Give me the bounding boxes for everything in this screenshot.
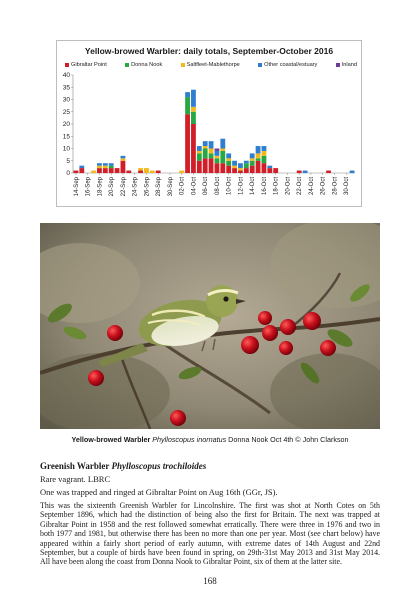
bar-segment-donna-nook [209,153,214,158]
legend-swatch [125,63,129,67]
bar-segment-saltfleet-mablethorpe [103,166,108,168]
bar-segment-other-coastal-estuary [303,171,308,173]
y-tick-label: 30 [62,96,70,104]
y-tick-label: 40 [62,72,70,79]
bar-segment-gibraltar-point [191,124,196,173]
legend-label: Saltfleet-Mablethorpe [186,62,240,68]
bar-segment-donna-nook [226,161,231,166]
bar-segment-gibraltar-point [115,168,120,173]
caption-species: Yellow-browed Warbler [71,435,151,444]
bar-segment-other-coastal-estuary [226,153,231,158]
bar-segment-saltfleet-mablethorpe [220,149,225,151]
bar-segment-gibraltar-point [238,171,243,173]
species-common-name: Greenish Warbler [40,461,110,471]
bar-segment-saltfleet-mablethorpe [191,107,196,112]
x-tick-label: 10-Oct [226,177,233,196]
x-tick-label: 14-Sep [73,177,80,197]
x-tick-label: 20-Sep [109,177,116,197]
bar-segment-gibraltar-point [215,163,220,173]
bar-segment-saltfleet-mablethorpe [144,168,149,173]
species-record: One was trapped and ringed at Gibraltar Point on Aug 16th (GGr, JS). [40,487,278,497]
bar-segment-gibraltar-point [185,114,190,173]
bar-segment-saltfleet-mablethorpe [256,153,261,158]
bar-segment-other-coastal-estuary [97,163,102,165]
bar-segment-other-coastal-estuary [267,166,272,168]
daily-totals-chart [56,40,362,207]
bar-segment-other-coastal-estuary [209,141,214,148]
bar-segment-gibraltar-point [273,168,278,173]
x-tick-label: 06-Oct [203,177,210,196]
bar-segment-saltfleet-mablethorpe [238,168,243,170]
bar-segment-saltfleet-mablethorpe [250,158,255,160]
x-tick-label: 18-Oct [273,177,280,196]
bar-segment-gibraltar-point [256,161,261,173]
legend-swatch [181,63,185,67]
legend-item-gibraltar-point [65,62,107,68]
x-tick-label: 24-Sep [132,177,139,197]
bar-segment-other-coastal-estuary [232,161,237,166]
bar-segment-other-coastal-estuary [121,156,126,158]
species-account: This was the sixteenth Greenish Warbler for Lincolnshire. The first was shot at North Cotes on 5th September 1896, which had the distinction of being also the first for Britain. The next was trapped at Gibraltar Point in 1958 and the rest followed somewhat erratically. There were three in 1976 and two in both 1977 and 1981, but otherwise there has been no more than one per year. Most (see chart below) have appeared within a fairly short period of early autumn, with extreme dates of 14th August and 22nd September, but a couple of birds have been found in spring, on 29th-31st May 2013 and 31st May 2014. All have been along the coast from Donna Nook to Gibraltar Point, six of them at the latter site. [40,501,380,567]
bar-segment-other-coastal-estuary [262,146,267,151]
caption-credit: Donna Nook Oct 4th © John Clarkson [226,435,349,444]
bar-segment-saltfleet-mablethorpe [121,158,126,160]
bar-segment-gibraltar-point [121,161,126,173]
bar-segment-saltfleet-mablethorpe [138,168,143,170]
bar-segment-donna-nook [109,166,114,168]
y-tick-label: 35 [62,84,70,92]
chart-legend [65,62,357,68]
x-tick-label: 28-Oct [332,177,339,196]
bar-segment-other-coastal-estuary [109,163,114,165]
bar-segment-donna-nook [220,151,225,163]
bar-segment-gibraltar-point [262,163,267,173]
bar-segment-donna-nook [215,158,220,163]
bar-segment-other-coastal-estuary [103,163,108,165]
bar-segment-other-coastal-estuary [215,151,220,156]
species-latin-name: Phylloscopus trochiloides [111,461,207,471]
x-tick-label: 26-Oct [320,177,327,196]
bar-segment-saltfleet-mablethorpe [215,156,220,158]
bar-segment-gibraltar-point [197,161,202,173]
bar-segment-inland [215,149,220,151]
bar-segment-other-coastal-estuary [197,146,202,151]
bar-segment-donna-nook [250,161,255,166]
bar-segment-saltfleet-mablethorpe [209,149,214,154]
bar-segment-saltfleet-mablethorpe [179,171,184,173]
bar-segment-saltfleet-mablethorpe [232,166,237,168]
legend-item-inland [336,62,357,68]
legend-label: Donna Nook [131,62,163,68]
legend-item-saltfleet-mablethorpe [181,62,240,68]
legend-swatch [336,63,340,67]
page-number: 168 [203,576,217,586]
bar-segment-donna-nook [191,112,196,124]
bar-segment-gibraltar-point [126,171,131,173]
caption-latin: Phylloscopus inornatus [152,435,227,444]
bar-segment-other-coastal-estuary [244,161,249,163]
bar-segment-gibraltar-point [74,171,79,173]
y-tick-label: 10 [62,145,70,153]
bar-segment-gibraltar-point [232,168,237,173]
x-tick-label: 26-Sep [144,177,151,197]
bar-segment-donna-nook [203,149,208,159]
x-tick-label: 20-Oct [285,177,292,196]
species-heading [40,461,206,471]
x-tick-label: 12-Oct [238,177,245,196]
bar-segment-other-coastal-estuary [256,146,261,153]
y-tick-label: 25 [62,108,70,116]
legend-label: Other coastal/estuary [264,62,318,68]
bar-segment-other-coastal-estuary [220,139,225,149]
chart-title: Yellow-browed Warbler: daily totals, September-October 2016 [84,46,334,56]
yellow-browed-warbler-photo [40,223,380,429]
y-tick-label: 0 [66,170,70,177]
bar-segment-gibraltar-point [109,168,114,173]
bar-segment-other-coastal-estuary [185,92,190,97]
bar-segment-gibraltar-point [97,168,102,173]
x-tick-label: 22-Oct [297,177,304,196]
y-tick-label: 15 [62,133,70,141]
x-tick-label: 16-Sep [85,177,92,197]
bar-segment-saltfleet-mablethorpe [262,151,267,156]
bar-segment-gibraltar-point [138,171,143,173]
bar-segment-gibraltar-point [267,168,272,173]
legend-label: Inland [341,62,357,68]
y-tick-label: 5 [66,157,70,165]
bar-segment-gibraltar-point [220,163,225,173]
bar-segment-donna-nook [197,153,202,160]
bar-segment-gibraltar-point [297,171,302,173]
bar-segment-gibraltar-point [244,168,249,173]
bar-segment-donna-nook [185,97,190,114]
bar-segment-other-coastal-estuary [350,171,355,173]
x-tick-label: 04-Oct [191,177,198,196]
bar-segment-saltfleet-mablethorpe [197,151,202,153]
bar-segment-donna-nook [256,158,261,160]
legend-swatch [65,63,69,67]
x-tick-label: 18-Sep [97,177,104,197]
x-tick-label: 02-Oct [179,177,186,196]
x-tick-label: 14-Oct [250,177,257,196]
bar-segment-saltfleet-mablethorpe [226,158,231,160]
legend-item-donna-nook [125,62,162,68]
photo-caption [0,435,420,444]
bar-segment-saltfleet-mablethorpe [91,171,96,173]
x-tick-label: 30-Sep [167,177,174,197]
x-tick-label: 24-Oct [308,177,315,196]
legend-item-other-coastal [258,62,317,68]
bar-segment-other-coastal-estuary [238,163,243,168]
x-tick-label: 16-Oct [261,177,268,196]
bar-segment-saltfleet-mablethorpe [97,166,102,168]
bar-segment-saltfleet-mablethorpe [150,171,155,173]
bar-segment-donna-nook [262,156,267,163]
x-tick-label: 08-Oct [214,177,221,196]
x-tick-label: 22-Sep [120,177,127,197]
x-tick-label: 28-Sep [156,177,163,197]
chart-plot-area [57,69,361,205]
bar-segment-gibraltar-point [103,168,108,173]
bar-segment-gibraltar-point [79,168,84,173]
bar-segment-gibraltar-point [156,171,161,173]
bar-segment-gibraltar-point [226,166,231,173]
legend-swatch [258,63,262,67]
bar-segment-gibraltar-point [209,158,214,173]
bar-segment-gibraltar-point [326,171,331,173]
bar-segment-gibraltar-point [250,166,255,173]
x-tick-label: 30-Oct [344,177,351,196]
bar-segment-other-coastal-estuary [250,153,255,158]
bar-segment-other-coastal-estuary [203,141,208,146]
legend-label: Gibraltar Point [71,62,107,68]
y-tick-label: 20 [62,121,70,128]
bar-segment-saltfleet-mablethorpe [203,146,208,148]
bird-photo-illustration [40,223,380,429]
bar-segment-other-coastal-estuary [191,90,196,107]
species-status: Rare vagrant. LBRC [40,474,111,484]
bar-segment-gibraltar-point [203,158,208,173]
bar-segment-donna-nook [244,163,249,168]
bar-segment-other-coastal-estuary [79,166,84,168]
